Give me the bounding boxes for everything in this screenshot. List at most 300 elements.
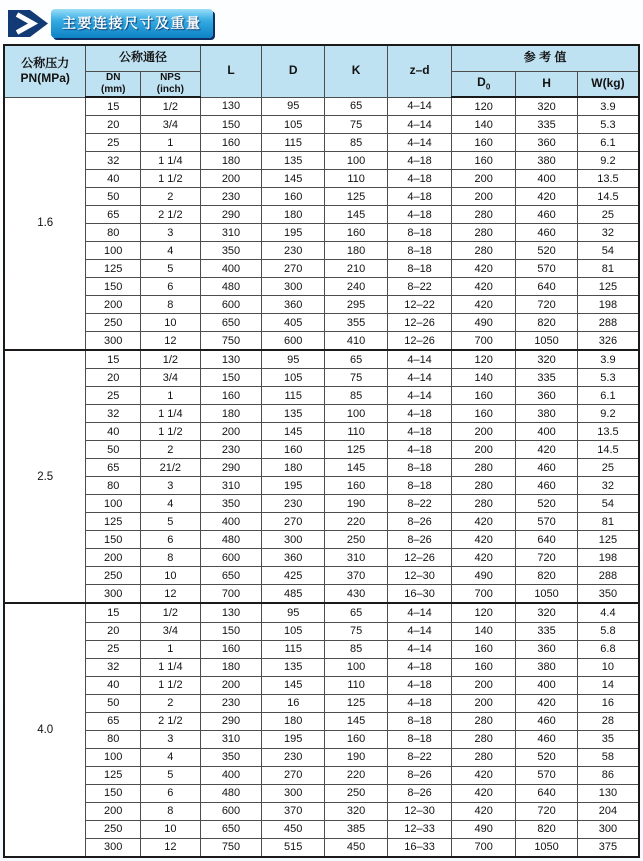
table-cell: 65 (325, 97, 388, 116)
table-cell: 110 (325, 423, 388, 441)
table-cell: 280 (452, 495, 516, 513)
table-cell: 4–14 (388, 640, 452, 658)
table-row (4, 640, 639, 658)
table-cell: 280 (452, 748, 516, 766)
table-cell: 25 (86, 640, 141, 658)
table-cell: 100 (86, 242, 141, 260)
table-cell: 25 (86, 134, 141, 152)
table-cell: 6 (141, 278, 201, 296)
header-dn-unit: (mm) (100, 83, 126, 95)
table-cell: 4–14 (388, 603, 452, 622)
table-cell: 250 (86, 567, 141, 585)
table-cell: 4–18 (388, 188, 452, 206)
table-cell: 16 (577, 694, 639, 712)
table-row (4, 838, 639, 857)
table-cell: 12–26 (388, 332, 452, 351)
table-row (4, 567, 639, 585)
table-cell: 250 (325, 784, 388, 802)
table-cell: 288 (577, 567, 639, 585)
table-cell: 250 (325, 531, 388, 549)
table-cell: 480 (200, 278, 262, 296)
table-cell: 145 (262, 170, 325, 188)
header-pressure-unit: PN(MPa) (20, 71, 70, 86)
table-row (4, 134, 639, 152)
table-cell: 14.5 (577, 188, 639, 206)
table-cell: 86 (577, 766, 639, 784)
table-cell: 180 (200, 405, 262, 423)
table-cell: 700 (452, 838, 516, 857)
table-cell: 200 (86, 549, 141, 567)
table-cell: 160 (452, 658, 516, 676)
table-cell: 5 (141, 260, 201, 278)
table-cell: 180 (262, 459, 325, 477)
table-cell: 135 (262, 658, 325, 676)
table-cell: 1050 (516, 332, 578, 351)
table-cell: 8–26 (388, 784, 452, 802)
table-cell: 80 (86, 224, 141, 242)
table-cell: 40 (86, 423, 141, 441)
table-cell: 1050 (516, 838, 578, 857)
table-cell: 490 (452, 314, 516, 332)
table-cell: 270 (262, 260, 325, 278)
table-cell: 200 (86, 296, 141, 314)
table-cell: 8 (141, 296, 201, 314)
table-cell: 32 (86, 658, 141, 676)
table-cell: 12–30 (388, 567, 452, 585)
table-cell: 160 (200, 134, 262, 152)
table-cell: 360 (516, 134, 578, 152)
table-cell: 600 (200, 549, 262, 567)
table-cell: 485 (262, 585, 325, 604)
table-cell: 25 (86, 387, 141, 405)
table-cell: 190 (325, 748, 388, 766)
header-reference: 参 考 值 (452, 45, 639, 71)
table-cell: 1 1/4 (141, 405, 201, 423)
table-cell: 1/2 (141, 350, 201, 369)
table-cell: 95 (262, 350, 325, 369)
table-row (4, 296, 639, 314)
table-cell: 145 (325, 206, 388, 224)
table-cell: 75 (325, 622, 388, 640)
table-cell: 4–18 (388, 676, 452, 694)
table-cell: 290 (200, 206, 262, 224)
table-cell: 28 (577, 712, 639, 730)
table-cell: 105 (262, 622, 325, 640)
table-row (4, 152, 639, 170)
table-cell: 4–18 (388, 694, 452, 712)
table-cell: 240 (325, 278, 388, 296)
table-cell: 270 (262, 513, 325, 531)
table-cell: 380 (516, 152, 578, 170)
table-cell: 120 (452, 603, 516, 622)
table-row (4, 278, 639, 296)
table-row (4, 405, 639, 423)
table-row (4, 97, 639, 116)
table-cell: 4.4 (577, 603, 639, 622)
table-cell: 32 (577, 224, 639, 242)
table-body (4, 97, 639, 857)
table-cell: 280 (452, 459, 516, 477)
table-cell: 130 (200, 603, 262, 622)
table-cell: 15 (86, 350, 141, 369)
header-nps (141, 71, 201, 97)
table-cell: 65 (86, 459, 141, 477)
table-row (4, 495, 639, 513)
table-cell: 3/4 (141, 116, 201, 134)
table-cell: 350 (200, 748, 262, 766)
table-cell: 4–18 (388, 658, 452, 676)
table-cell: 5 (141, 513, 201, 531)
table-cell: 50 (86, 694, 141, 712)
table-cell: 5 (141, 766, 201, 784)
table-row (4, 622, 639, 640)
table-row (4, 224, 639, 242)
table-cell: 32 (86, 405, 141, 423)
header-nps-unit: (inch) (156, 83, 184, 95)
table-cell: 300 (86, 332, 141, 351)
table-cell: 110 (325, 170, 388, 188)
table-cell: 135 (262, 152, 325, 170)
header-dn (86, 71, 141, 97)
table-cell: 12 (141, 332, 201, 351)
table-cell: 600 (200, 296, 262, 314)
table-cell: 6 (141, 531, 201, 549)
table-cell: 3 (141, 224, 201, 242)
header-d0 (452, 71, 516, 97)
table-cell: 380 (516, 658, 578, 676)
table-cell: 135 (262, 405, 325, 423)
table-cell: 180 (262, 206, 325, 224)
table-cell: 326 (577, 332, 639, 351)
table-cell: 420 (452, 513, 516, 531)
table-cell: 180 (325, 242, 388, 260)
table-cell: 5.3 (577, 116, 639, 134)
table-cell: 1 1/2 (141, 423, 201, 441)
table-cell: 140 (452, 369, 516, 387)
table-cell: 125 (325, 441, 388, 459)
table-row (4, 712, 639, 730)
header-dn-label: DN (105, 72, 121, 84)
table-cell: 300 (262, 784, 325, 802)
table-cell: 115 (262, 640, 325, 658)
table-row (4, 802, 639, 820)
table-cell: 300 (86, 838, 141, 857)
dimensions-weight-table (3, 44, 640, 858)
table-cell: 40 (86, 170, 141, 188)
table-cell: 100 (86, 748, 141, 766)
table-cell: 160 (325, 224, 388, 242)
table-cell: 198 (577, 549, 639, 567)
header-d: D (262, 45, 325, 97)
table-cell: 4 (141, 242, 201, 260)
table-cell: 9.2 (577, 152, 639, 170)
table-cell: 1 (141, 134, 201, 152)
table-cell: 570 (516, 766, 578, 784)
table-row (4, 441, 639, 459)
table-row (4, 531, 639, 549)
table-cell: 125 (577, 278, 639, 296)
table-cell: 150 (200, 369, 262, 387)
table-cell: 820 (516, 314, 578, 332)
table-cell: 1/2 (141, 603, 201, 622)
table-cell: 720 (516, 549, 578, 567)
table-cell: 4–14 (388, 369, 452, 387)
table-cell: 8–26 (388, 513, 452, 531)
table-cell: 40 (86, 676, 141, 694)
table-cell: 150 (200, 622, 262, 640)
table-cell: 400 (200, 513, 262, 531)
table-cell: 95 (262, 603, 325, 622)
table-row (4, 387, 639, 405)
header-pressure (4, 45, 86, 97)
table-cell: 160 (452, 134, 516, 152)
table-cell: 50 (86, 441, 141, 459)
table-cell: 220 (325, 513, 388, 531)
table-cell: 2 (141, 188, 201, 206)
table-cell: 490 (452, 567, 516, 585)
table-cell: 335 (516, 369, 578, 387)
table-cell: 12 (141, 838, 201, 857)
table-cell: 58 (577, 748, 639, 766)
header-d0-sub: 0 (485, 82, 491, 92)
table-cell: 4 (141, 748, 201, 766)
table-cell: 4–18 (388, 423, 452, 441)
table-cell: 65 (86, 712, 141, 730)
table-cell: 14 (577, 676, 639, 694)
table-cell: 480 (200, 784, 262, 802)
table-cell: 4–18 (388, 405, 452, 423)
table-cell: 4–14 (388, 350, 452, 369)
table-row (4, 513, 639, 531)
table-cell: 16–30 (388, 585, 452, 604)
table-cell: 125 (86, 766, 141, 784)
table-cell: 570 (516, 260, 578, 278)
header-nominal-diameter: 公称通径 (86, 45, 200, 71)
table-cell: 650 (200, 820, 262, 838)
table-cell: 370 (262, 802, 325, 820)
table-header (4, 45, 639, 97)
table-cell: 300 (262, 278, 325, 296)
table-cell: 280 (452, 206, 516, 224)
table-cell: 300 (577, 820, 639, 838)
page-title: 主要连接尺寸及重量 (51, 9, 213, 38)
table-cell: 400 (200, 260, 262, 278)
table-row (4, 477, 639, 495)
table-cell: 180 (200, 658, 262, 676)
table-cell: 8–18 (388, 224, 452, 242)
table-cell: 230 (200, 441, 262, 459)
table-cell: 200 (452, 188, 516, 206)
table-cell: 400 (200, 766, 262, 784)
table-cell: 700 (200, 585, 262, 604)
table-cell: 12 (141, 585, 201, 604)
table-cell: 300 (86, 585, 141, 604)
table-cell: 100 (86, 495, 141, 513)
table-cell: 360 (262, 296, 325, 314)
table-cell: 100 (325, 405, 388, 423)
table-cell: 650 (200, 314, 262, 332)
table-cell: 200 (452, 170, 516, 188)
table-cell: 1 (141, 387, 201, 405)
table-cell: 1/2 (141, 97, 201, 116)
header-zd: z–d (388, 45, 452, 97)
table-cell: 375 (577, 838, 639, 857)
table-row (4, 603, 639, 622)
table-cell: 3.9 (577, 350, 639, 369)
table-cell: 2 1/2 (141, 206, 201, 224)
table-cell: 200 (452, 423, 516, 441)
table-row (4, 784, 639, 802)
table-cell: 14.5 (577, 441, 639, 459)
table-row (4, 314, 639, 332)
table-cell: 420 (452, 296, 516, 314)
table-cell: 2 (141, 694, 201, 712)
table-cell: 25 (577, 206, 639, 224)
table-cell: 105 (262, 369, 325, 387)
table-cell: 6.8 (577, 640, 639, 658)
table-cell: 200 (200, 676, 262, 694)
table-cell: 160 (325, 477, 388, 495)
table-cell: 1 1/4 (141, 152, 201, 170)
header-pressure-cn: 公称压力 (21, 56, 70, 71)
table-cell: 8–22 (388, 748, 452, 766)
table-cell: 85 (325, 134, 388, 152)
table-cell: 3 (141, 730, 201, 748)
table-cell: 335 (516, 622, 578, 640)
table-cell: 1050 (516, 585, 578, 604)
table-cell: 360 (516, 640, 578, 658)
table-cell: 160 (262, 188, 325, 206)
table-cell: 310 (200, 730, 262, 748)
table-cell: 10 (577, 658, 639, 676)
table-cell: 420 (452, 784, 516, 802)
table-cell: 150 (86, 531, 141, 549)
table-cell: 150 (86, 784, 141, 802)
table-cell: 80 (86, 477, 141, 495)
table-cell: 12–22 (388, 296, 452, 314)
table-cell: 160 (262, 441, 325, 459)
table-cell: 4–14 (388, 116, 452, 134)
table-cell: 4 (141, 495, 201, 513)
table-cell: 8–18 (388, 260, 452, 278)
table-cell: 420 (452, 278, 516, 296)
table-cell: 105 (262, 116, 325, 134)
table-cell: 8–26 (388, 766, 452, 784)
table-cell: 10 (141, 820, 201, 838)
table-cell: 145 (325, 712, 388, 730)
table-cell: 21/2 (141, 459, 201, 477)
pressure-group-label: 2.5 (4, 350, 86, 603)
table-cell: 145 (262, 676, 325, 694)
table-row (4, 350, 639, 369)
table-cell: 3/4 (141, 622, 201, 640)
header-nps-label: NPS (160, 72, 181, 84)
table-cell: 2 (141, 441, 201, 459)
table-cell: 6 (141, 784, 201, 802)
table-cell: 380 (516, 405, 578, 423)
table-cell: 280 (452, 224, 516, 242)
table-cell: 4–18 (388, 441, 452, 459)
table-cell: 270 (262, 766, 325, 784)
table-cell: 405 (262, 314, 325, 332)
table-cell: 320 (516, 350, 578, 369)
table-cell: 180 (262, 712, 325, 730)
table-cell: 700 (452, 585, 516, 604)
table-cell: 1 1/4 (141, 658, 201, 676)
table-cell: 160 (200, 640, 262, 658)
table-cell: 204 (577, 802, 639, 820)
table-cell: 460 (516, 224, 578, 242)
table-cell: 4–14 (388, 622, 452, 640)
table-cell: 355 (325, 314, 388, 332)
table-row (4, 820, 639, 838)
table-cell: 8–22 (388, 278, 452, 296)
table-cell: 81 (577, 260, 639, 278)
table-cell: 280 (452, 242, 516, 260)
table-cell: 195 (262, 224, 325, 242)
table-cell: 16–33 (388, 838, 452, 857)
header-l: L (200, 45, 262, 97)
table-cell: 145 (262, 423, 325, 441)
table-cell: 410 (325, 332, 388, 351)
table-cell: 6.1 (577, 387, 639, 405)
table-cell: 13.5 (577, 170, 639, 188)
table-cell: 450 (262, 820, 325, 838)
table-cell: 720 (516, 296, 578, 314)
table-row (4, 206, 639, 224)
table-cell: 230 (200, 694, 262, 712)
table-cell: 350 (200, 495, 262, 513)
table-cell: 50 (86, 188, 141, 206)
header-d0-main: D (477, 74, 486, 89)
table-row (4, 369, 639, 387)
table-cell: 120 (452, 350, 516, 369)
table-cell: 820 (516, 567, 578, 585)
table-cell: 400 (516, 170, 578, 188)
table-cell: 640 (516, 784, 578, 802)
table-cell: 125 (86, 260, 141, 278)
table-cell: 85 (325, 387, 388, 405)
table-cell: 288 (577, 314, 639, 332)
table-cell: 400 (516, 676, 578, 694)
table-row (4, 658, 639, 676)
section-title-bar (8, 9, 213, 37)
table-cell: 480 (200, 531, 262, 549)
table-cell: 160 (452, 152, 516, 170)
table-cell: 140 (452, 622, 516, 640)
table-row (4, 423, 639, 441)
table-cell: 310 (200, 224, 262, 242)
table-cell: 160 (452, 387, 516, 405)
table-cell: 460 (516, 712, 578, 730)
table-cell: 145 (325, 459, 388, 477)
table-cell: 125 (325, 188, 388, 206)
table-cell: 335 (516, 116, 578, 134)
table-row (4, 459, 639, 477)
table-cell: 54 (577, 495, 639, 513)
table-cell: 8–26 (388, 531, 452, 549)
table-cell: 425 (262, 567, 325, 585)
table-cell: 420 (452, 549, 516, 567)
table-cell: 8 (141, 549, 201, 567)
header-k: K (325, 45, 388, 97)
table-cell: 200 (452, 676, 516, 694)
table-cell: 290 (200, 459, 262, 477)
table-cell: 430 (325, 585, 388, 604)
header-h: H (516, 71, 578, 97)
pressure-group-label: 4.0 (4, 603, 86, 857)
table-row (4, 242, 639, 260)
